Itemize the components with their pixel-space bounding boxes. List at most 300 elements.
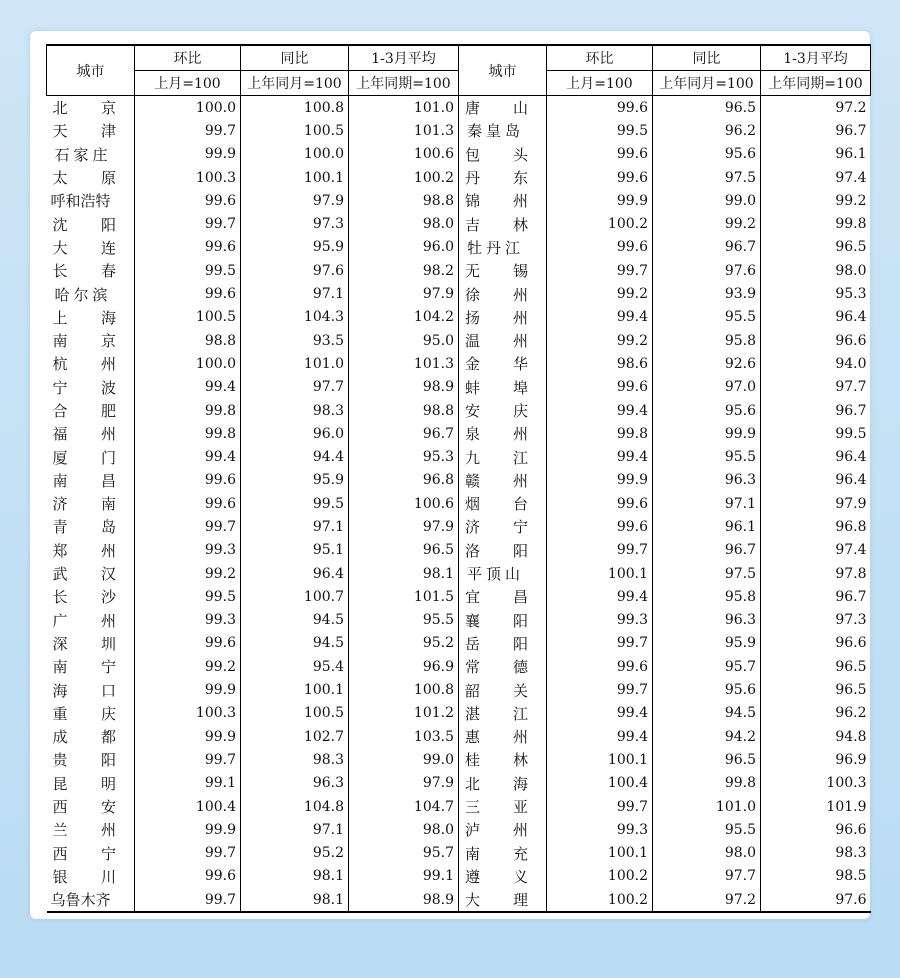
city-name: 西宁	[52, 844, 116, 863]
value-mom: 100.4	[547, 772, 653, 795]
city-name: 广州	[52, 611, 116, 630]
value-avg: 101.9	[761, 795, 871, 818]
value-mom: 99.4	[135, 445, 241, 468]
value-avg: 95.0	[349, 329, 459, 352]
value-avg: 97.7	[761, 376, 871, 399]
table-row	[47, 119, 871, 142]
value-mom: 99.6	[135, 469, 241, 492]
city-name: 洛阳	[459, 539, 547, 562]
value-mom: 99.6	[547, 166, 653, 189]
value-yoy: 97.0	[653, 376, 761, 399]
city-name: 南充	[459, 842, 547, 865]
city-name: 银川	[52, 867, 116, 886]
value-avg: 96.5	[761, 236, 871, 259]
city-name: 乌鲁木齐	[47, 888, 135, 912]
header-mom-right: 环比	[547, 45, 653, 71]
value-yoy: 95.6	[653, 678, 761, 701]
value-mom: 99.6	[135, 189, 241, 212]
value-mom: 99.7	[135, 515, 241, 538]
value-yoy: 97.1	[241, 515, 349, 538]
table-row	[47, 842, 871, 865]
value-mom: 100.0	[135, 352, 241, 375]
city-name: 杭州	[52, 355, 116, 374]
value-avg: 96.6	[761, 818, 871, 841]
table-row	[47, 748, 871, 771]
value-mom: 99.1	[135, 772, 241, 795]
value-mom: 99.5	[547, 119, 653, 142]
value-yoy: 97.1	[241, 818, 349, 841]
value-avg: 96.9	[349, 655, 459, 678]
city-name: 郑州	[52, 541, 116, 560]
value-yoy: 96.3	[653, 469, 761, 492]
header-yoy-left: 同比	[241, 45, 349, 71]
value-avg: 95.3	[761, 282, 871, 305]
value-avg: 100.8	[349, 678, 459, 701]
price-index-table	[46, 44, 871, 913]
value-mom: 99.5	[135, 585, 241, 608]
value-yoy: 99.2	[653, 212, 761, 235]
value-avg: 96.5	[761, 678, 871, 701]
table-row	[47, 795, 871, 818]
city-name: 南昌	[52, 471, 116, 490]
city-name: 襄阳	[459, 609, 547, 632]
table-row	[47, 352, 871, 375]
value-avg: 98.3	[761, 842, 871, 865]
value-avg: 97.2	[761, 96, 871, 120]
value-avg: 97.9	[349, 772, 459, 795]
value-avg: 96.7	[349, 422, 459, 445]
table-row	[47, 539, 871, 562]
value-avg: 97.8	[761, 562, 871, 585]
table-row	[47, 655, 871, 678]
value-yoy: 100.7	[241, 585, 349, 608]
value-yoy: 94.5	[241, 609, 349, 632]
value-yoy: 96.0	[241, 422, 349, 445]
city-name: 济南	[52, 495, 116, 514]
value-avg: 101.5	[349, 585, 459, 608]
table-row	[47, 189, 871, 212]
value-mom: 99.9	[135, 678, 241, 701]
value-mom: 100.2	[547, 888, 653, 912]
value-yoy: 96.5	[653, 748, 761, 771]
value-mom: 99.4	[547, 725, 653, 748]
table-row	[47, 329, 871, 352]
value-yoy: 93.5	[241, 329, 349, 352]
value-yoy: 98.3	[241, 748, 349, 771]
value-yoy: 98.1	[241, 865, 349, 888]
city-name: 蚌埠	[459, 376, 547, 399]
value-yoy: 104.8	[241, 795, 349, 818]
value-avg: 101.3	[349, 352, 459, 375]
table-row	[47, 678, 871, 701]
value-yoy: 96.1	[653, 515, 761, 538]
value-avg: 98.9	[349, 376, 459, 399]
city-name: 大连	[52, 238, 116, 257]
city-name: 唐山	[459, 96, 547, 120]
city-name: 上海	[52, 308, 116, 327]
value-avg: 96.1	[761, 143, 871, 166]
subheader-yoy-right: 上年同月=100	[653, 71, 761, 96]
value-yoy: 98.0	[653, 842, 761, 865]
city-name: 金华	[459, 352, 547, 375]
value-avg: 96.5	[349, 539, 459, 562]
value-mom: 100.2	[547, 212, 653, 235]
value-yoy: 99.9	[653, 422, 761, 445]
subheader-yoy-left: 上年同月=100	[241, 71, 349, 96]
value-yoy: 95.6	[653, 399, 761, 422]
table-row	[47, 143, 871, 166]
city-name: 韶关	[459, 678, 547, 701]
value-mom: 99.6	[547, 236, 653, 259]
table-row	[47, 399, 871, 422]
value-yoy: 97.5	[653, 562, 761, 585]
table-row	[47, 376, 871, 399]
value-yoy: 98.3	[241, 399, 349, 422]
value-yoy: 92.6	[653, 352, 761, 375]
value-mom: 99.2	[135, 562, 241, 585]
value-avg: 99.2	[761, 189, 871, 212]
value-avg: 97.4	[761, 539, 871, 562]
header-avg-left: 1-3月平均	[349, 45, 459, 71]
value-avg: 96.4	[761, 445, 871, 468]
value-yoy: 97.1	[241, 282, 349, 305]
table-row	[47, 562, 871, 585]
value-avg: 96.2	[761, 702, 871, 725]
value-yoy: 94.5	[241, 632, 349, 655]
value-avg: 98.8	[349, 399, 459, 422]
value-avg: 96.8	[349, 469, 459, 492]
value-mom: 100.0	[135, 96, 241, 120]
table-row	[47, 445, 871, 468]
value-yoy: 96.2	[653, 119, 761, 142]
city-name: 湛江	[459, 702, 547, 725]
value-yoy: 95.9	[241, 469, 349, 492]
table-row	[47, 236, 871, 259]
value-avg: 96.4	[761, 469, 871, 492]
value-yoy: 100.1	[241, 678, 349, 701]
table-header	[47, 45, 871, 96]
value-yoy: 98.1	[241, 888, 349, 912]
value-mom: 99.7	[547, 632, 653, 655]
value-mom: 99.7	[135, 212, 241, 235]
city-name: 无锡	[459, 259, 547, 282]
value-avg: 103.5	[349, 725, 459, 748]
value-avg: 104.2	[349, 306, 459, 329]
value-avg: 98.0	[349, 212, 459, 235]
table-row	[47, 469, 871, 492]
value-mom: 99.7	[547, 678, 653, 701]
value-mom: 99.4	[547, 585, 653, 608]
city-name: 济宁	[459, 515, 547, 538]
value-yoy: 97.3	[241, 212, 349, 235]
value-mom: 99.6	[135, 865, 241, 888]
table-row	[47, 702, 871, 725]
value-yoy: 94.2	[653, 725, 761, 748]
value-yoy: 93.9	[653, 282, 761, 305]
header-city-left: 城市	[47, 45, 135, 96]
table-row	[47, 212, 871, 235]
subheader-avg-left: 上年同期=100	[349, 71, 459, 96]
value-mom: 99.6	[135, 282, 241, 305]
value-yoy: 97.6	[653, 259, 761, 282]
value-yoy: 96.4	[241, 562, 349, 585]
city-name: 海口	[52, 681, 116, 700]
value-yoy: 101.0	[653, 795, 761, 818]
city-name: 南京	[52, 332, 116, 351]
value-yoy: 97.1	[653, 492, 761, 515]
value-mom: 99.3	[135, 609, 241, 632]
city-name: 大理	[459, 888, 547, 912]
value-mom: 99.9	[135, 143, 241, 166]
value-avg: 96.7	[761, 119, 871, 142]
value-mom: 99.6	[547, 96, 653, 120]
value-avg: 94.8	[761, 725, 871, 748]
value-yoy: 96.7	[653, 236, 761, 259]
value-avg: 96.4	[761, 306, 871, 329]
value-mom: 100.4	[135, 795, 241, 818]
value-mom: 99.3	[135, 539, 241, 562]
value-mom: 100.2	[547, 865, 653, 888]
value-yoy: 100.0	[241, 143, 349, 166]
value-yoy: 95.1	[241, 539, 349, 562]
value-avg: 98.9	[349, 888, 459, 912]
value-avg: 97.9	[349, 515, 459, 538]
value-avg: 96.8	[761, 515, 871, 538]
city-name: 合肥	[52, 402, 116, 420]
value-yoy: 96.5	[653, 96, 761, 120]
value-avg: 96.7	[761, 399, 871, 422]
city-name: 泸州	[459, 818, 547, 841]
value-avg: 94.0	[761, 352, 871, 375]
value-yoy: 95.6	[653, 143, 761, 166]
value-avg: 100.6	[349, 143, 459, 166]
value-yoy: 99.0	[653, 189, 761, 212]
value-mom: 99.7	[135, 748, 241, 771]
city-name: 重庆	[52, 704, 116, 723]
table-row	[47, 725, 871, 748]
city-name: 丹东	[459, 166, 547, 189]
table-row	[47, 585, 871, 608]
city-name: 温州	[459, 329, 547, 352]
table-body	[47, 96, 871, 913]
value-avg: 104.7	[349, 795, 459, 818]
city-name: 平顶山	[459, 562, 547, 585]
value-yoy: 99.8	[653, 772, 761, 795]
value-yoy: 95.8	[653, 329, 761, 352]
value-avg: 101.2	[349, 702, 459, 725]
value-yoy: 102.7	[241, 725, 349, 748]
value-mom: 99.6	[547, 655, 653, 678]
table-card	[30, 31, 870, 919]
value-mom: 99.8	[135, 399, 241, 422]
city-name: 徐州	[459, 282, 547, 305]
value-avg: 98.0	[761, 259, 871, 282]
header-yoy-right: 同比	[653, 45, 761, 71]
value-avg: 100.3	[761, 772, 871, 795]
value-mom: 99.9	[135, 725, 241, 748]
value-yoy: 96.7	[653, 539, 761, 562]
city-name: 天津	[52, 122, 116, 141]
value-yoy: 97.7	[653, 865, 761, 888]
city-name: 太原	[52, 169, 116, 188]
value-avg: 98.8	[349, 189, 459, 212]
value-mom: 99.7	[547, 795, 653, 818]
value-yoy: 97.6	[241, 259, 349, 282]
table-row	[47, 888, 871, 912]
city-name: 武汉	[52, 565, 116, 584]
value-avg: 98.1	[349, 562, 459, 585]
city-name: 福州	[52, 425, 116, 444]
value-yoy: 95.4	[241, 655, 349, 678]
table-row	[47, 515, 871, 538]
value-avg: 98.2	[349, 259, 459, 282]
value-avg: 96.6	[761, 329, 871, 352]
value-mom: 99.2	[547, 282, 653, 305]
city-name: 岳阳	[459, 632, 547, 655]
city-name: 常德	[459, 655, 547, 678]
value-yoy: 100.5	[241, 702, 349, 725]
city-name: 石家庄	[54, 145, 112, 164]
value-mom: 100.1	[547, 748, 653, 771]
value-mom: 99.6	[547, 492, 653, 515]
value-yoy: 97.9	[241, 189, 349, 212]
value-mom: 99.4	[547, 399, 653, 422]
value-mom: 99.2	[547, 329, 653, 352]
city-name: 宁波	[52, 378, 116, 397]
value-avg: 97.9	[349, 282, 459, 305]
subheader-mom-right: 上月=100	[547, 71, 653, 96]
value-yoy: 97.7	[241, 376, 349, 399]
city-name: 三亚	[459, 795, 547, 818]
value-avg: 97.4	[761, 166, 871, 189]
value-yoy: 99.5	[241, 492, 349, 515]
value-mom: 100.5	[135, 306, 241, 329]
value-mom: 100.1	[547, 842, 653, 865]
value-mom: 99.9	[135, 818, 241, 841]
city-name: 泉州	[459, 422, 547, 445]
value-mom: 99.8	[135, 422, 241, 445]
value-avg: 95.5	[349, 609, 459, 632]
value-mom: 99.7	[547, 259, 653, 282]
header-avg-right: 1-3月平均	[761, 45, 871, 71]
value-yoy: 96.3	[241, 772, 349, 795]
city-name: 成都	[52, 728, 116, 747]
city-name: 西安	[52, 798, 116, 817]
table-row	[47, 609, 871, 632]
city-name: 沈阳	[52, 215, 116, 234]
value-mom: 99.7	[547, 539, 653, 562]
value-avg: 97.9	[761, 492, 871, 515]
subheader-avg-right: 上年同期=100	[761, 71, 871, 96]
value-yoy: 104.3	[241, 306, 349, 329]
value-avg: 99.5	[761, 422, 871, 445]
value-yoy: 95.9	[653, 632, 761, 655]
table-row	[47, 259, 871, 282]
value-avg: 95.3	[349, 445, 459, 468]
value-avg: 96.5	[761, 655, 871, 678]
table-row	[47, 632, 871, 655]
value-yoy: 95.8	[653, 585, 761, 608]
value-mom: 99.7	[135, 119, 241, 142]
value-yoy: 95.9	[241, 236, 349, 259]
value-yoy: 97.2	[653, 888, 761, 912]
value-mom: 99.9	[547, 189, 653, 212]
city-name: 哈尔滨	[54, 285, 112, 304]
value-mom: 99.2	[135, 655, 241, 678]
value-mom: 99.3	[547, 609, 653, 632]
table-row	[47, 865, 871, 888]
value-avg: 99.1	[349, 865, 459, 888]
value-avg: 96.0	[349, 236, 459, 259]
value-avg: 99.8	[761, 212, 871, 235]
value-yoy: 94.5	[653, 702, 761, 725]
header-city-right: 城市	[459, 45, 547, 96]
city-name: 呼和浩特	[50, 192, 111, 211]
subheader-mom-left: 上月=100	[135, 71, 241, 96]
value-yoy: 94.4	[241, 445, 349, 468]
value-avg: 101.3	[349, 119, 459, 142]
city-name: 青岛	[52, 518, 116, 537]
value-avg: 99.0	[349, 748, 459, 771]
table-row	[47, 422, 871, 445]
value-mom: 100.1	[547, 562, 653, 585]
table-row	[47, 282, 871, 305]
value-yoy: 95.5	[653, 306, 761, 329]
value-mom: 99.6	[547, 143, 653, 166]
value-yoy: 100.1	[241, 166, 349, 189]
value-yoy: 95.5	[653, 818, 761, 841]
city-name: 桂林	[459, 748, 547, 771]
value-mom: 99.5	[135, 259, 241, 282]
value-avg: 95.2	[349, 632, 459, 655]
value-mom: 100.3	[135, 702, 241, 725]
value-avg: 101.0	[349, 96, 459, 120]
value-yoy: 100.8	[241, 96, 349, 120]
city-name: 秦皇岛	[459, 119, 547, 142]
value-mom: 98.8	[135, 329, 241, 352]
value-mom: 99.8	[547, 422, 653, 445]
city-name: 扬州	[459, 306, 547, 329]
value-mom: 99.9	[547, 469, 653, 492]
value-mom: 99.4	[547, 702, 653, 725]
value-mom: 99.6	[135, 492, 241, 515]
value-avg: 97.3	[761, 609, 871, 632]
value-mom: 98.6	[547, 352, 653, 375]
value-avg: 96.7	[761, 585, 871, 608]
value-avg: 97.6	[761, 888, 871, 912]
city-name: 北海	[459, 772, 547, 795]
city-name: 赣州	[459, 469, 547, 492]
value-avg: 98.0	[349, 818, 459, 841]
city-name: 吉林	[459, 212, 547, 235]
value-mom: 99.4	[547, 306, 653, 329]
city-name: 九江	[459, 445, 547, 468]
table-row	[47, 818, 871, 841]
value-mom: 100.3	[135, 166, 241, 189]
value-mom: 99.7	[135, 842, 241, 865]
value-yoy: 97.5	[653, 166, 761, 189]
city-name: 昆明	[52, 774, 116, 793]
value-mom: 99.7	[135, 888, 241, 912]
value-avg: 96.6	[761, 632, 871, 655]
city-name: 惠州	[459, 725, 547, 748]
table-row	[47, 492, 871, 515]
table-row	[47, 772, 871, 795]
city-name: 烟台	[459, 492, 547, 515]
value-mom: 99.6	[135, 236, 241, 259]
city-name: 厦门	[52, 448, 116, 467]
value-avg: 98.5	[761, 865, 871, 888]
